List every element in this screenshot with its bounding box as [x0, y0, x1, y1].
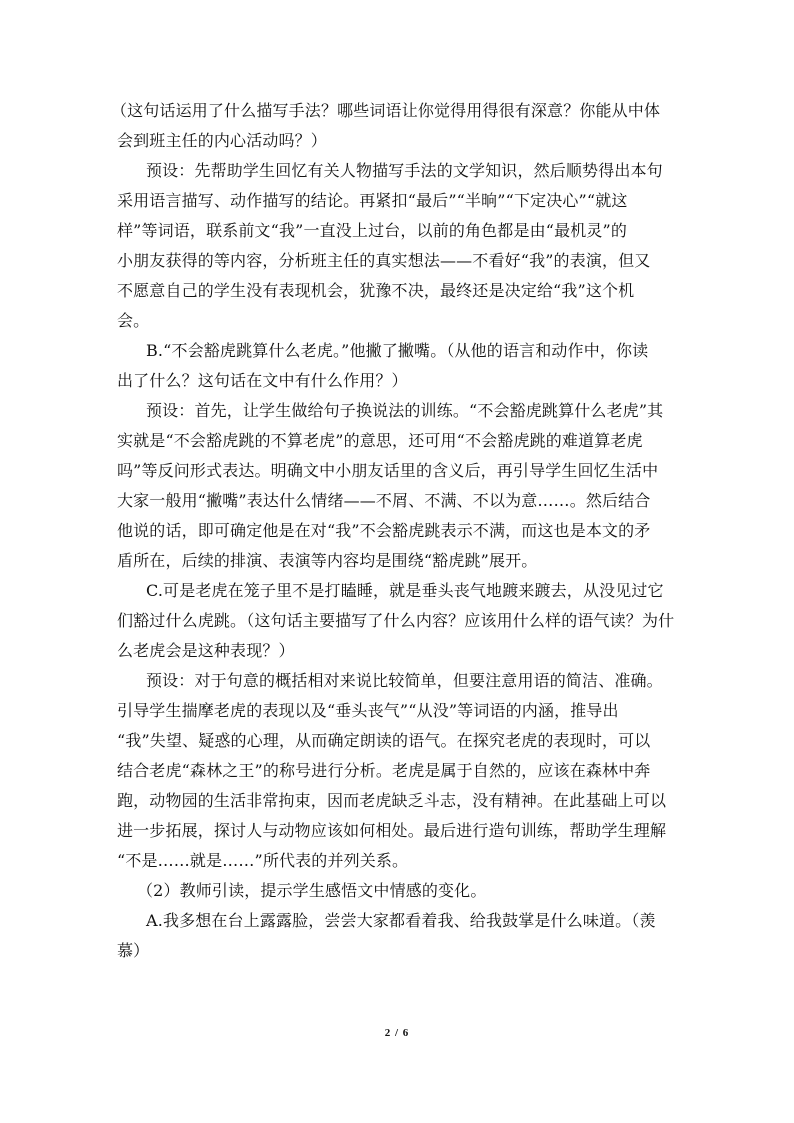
paragraph	[117, 576, 677, 666]
text-line: 不愿意自己的学生没有表现机会，犹豫不决，最终还是决定给“我”这个机	[117, 281, 635, 300]
paragraph	[117, 336, 677, 396]
text-line: （这句话运用了什么描写手法？哪些词语让你觉得用得很有深意？你能从中体	[111, 101, 661, 120]
text-line: 会到班主任的内心活动吗？）	[117, 131, 327, 150]
page-number: 2 / 6	[384, 1027, 410, 1039]
paragraph	[117, 156, 677, 336]
text-line: 预设：首先，让学生做给句子换说法的训练。“不会豁虎跳算什么老虎”其	[146, 401, 664, 420]
text-line: C.可是老虎在笼子里不是打瞌睡，就是垂头丧气地踱来踱去，从没见过它	[146, 581, 664, 600]
text-line: 他说的话，即可确定他是在对“我”不会豁虎跳表示不满，而这也是本文的矛	[117, 521, 651, 540]
paragraph	[117, 396, 677, 576]
text-line: 样”等词语，联系前文“我”一直没上过台，以前的角色都是由“最机灵”的	[117, 221, 627, 240]
text-line: 采用语言描写、动作描写的结论。再紧扣“最后”“半晌”“下定决心”“就这	[117, 191, 628, 210]
text-line: 预设：先帮助学生回忆有关人物描写手法的文学知识，然后顺势得出本句	[146, 161, 663, 180]
text-line: 结合老虎“森林之王”的称号进行分析。老虎是属于自然的，应该在森林中奔	[117, 761, 651, 780]
text-line: 们豁过什么虎跳。（这句话主要描写了什么内容？应该用什么样的语气读？为什	[117, 611, 675, 630]
text-line: 大家一般用“撇嘴”表达什么情绪——不屑、不满、不以为意……。然后结合	[117, 491, 651, 510]
text-line: 小朋友获得的等内容，分析班主任的真实想法——不看好“我”的表演，但又	[117, 251, 651, 270]
text-line: 进一步拓展，探讨人与动物应该如何相处。最后进行造句训练，帮助学生理解	[117, 821, 667, 840]
paragraph	[117, 906, 677, 966]
paragraph	[111, 96, 677, 156]
document-body	[111, 96, 677, 966]
text-line: 实就是“不会豁虎跳的不算老虎”的意思，还可用“不会豁虎跳的难道算老虎	[117, 431, 643, 450]
text-line: 跑，动物园的生活非常拘束，因而老虎缺乏斗志，没有精神。在此基础上可以	[117, 791, 667, 810]
text-line: “我”失望、疑惑的心理，从而确定朗读的语气。在探究老虎的表现时，可以	[117, 731, 651, 750]
text-line: 会。	[117, 311, 150, 330]
text-line: 吗”等反问形式表达。明确文中小朋友话里的含义后，再引导学生回忆生活中	[117, 461, 659, 480]
text-line: 盾所在，后续的排演、表演等内容均是围绕“豁虎跳”展开。	[117, 551, 538, 570]
text-line: B.“不会豁虎跳算什么老虎。”他撇了撇嘴。（从他的语言和动作中，你读	[146, 341, 649, 360]
text-line: 引导学生揣摩老虎的表现以及“垂头丧气”“从没”等词语的内涵，推导出	[117, 701, 619, 720]
text-line: 么老虎会是这种表现？）	[117, 641, 295, 660]
paragraph	[117, 876, 677, 906]
paragraph	[117, 666, 677, 876]
text-line: 预设：对于句意的概括相对来说比较简单，但要注意用语的简洁、准确。	[146, 671, 663, 690]
text-line: （2）教师引读，提示学生感悟文中情感的变化。	[137, 881, 487, 900]
text-line: 慕）	[117, 941, 150, 960]
text-line: A.我多想在台上露露脸，尝尝大家都看着我、给我鼓掌是什么味道。（羡	[146, 911, 656, 930]
text-line: “不是……就是……”所代表的并列关系。	[117, 851, 409, 870]
text-line: 出了什么？这句话在文中有什么作用？）	[117, 371, 408, 390]
